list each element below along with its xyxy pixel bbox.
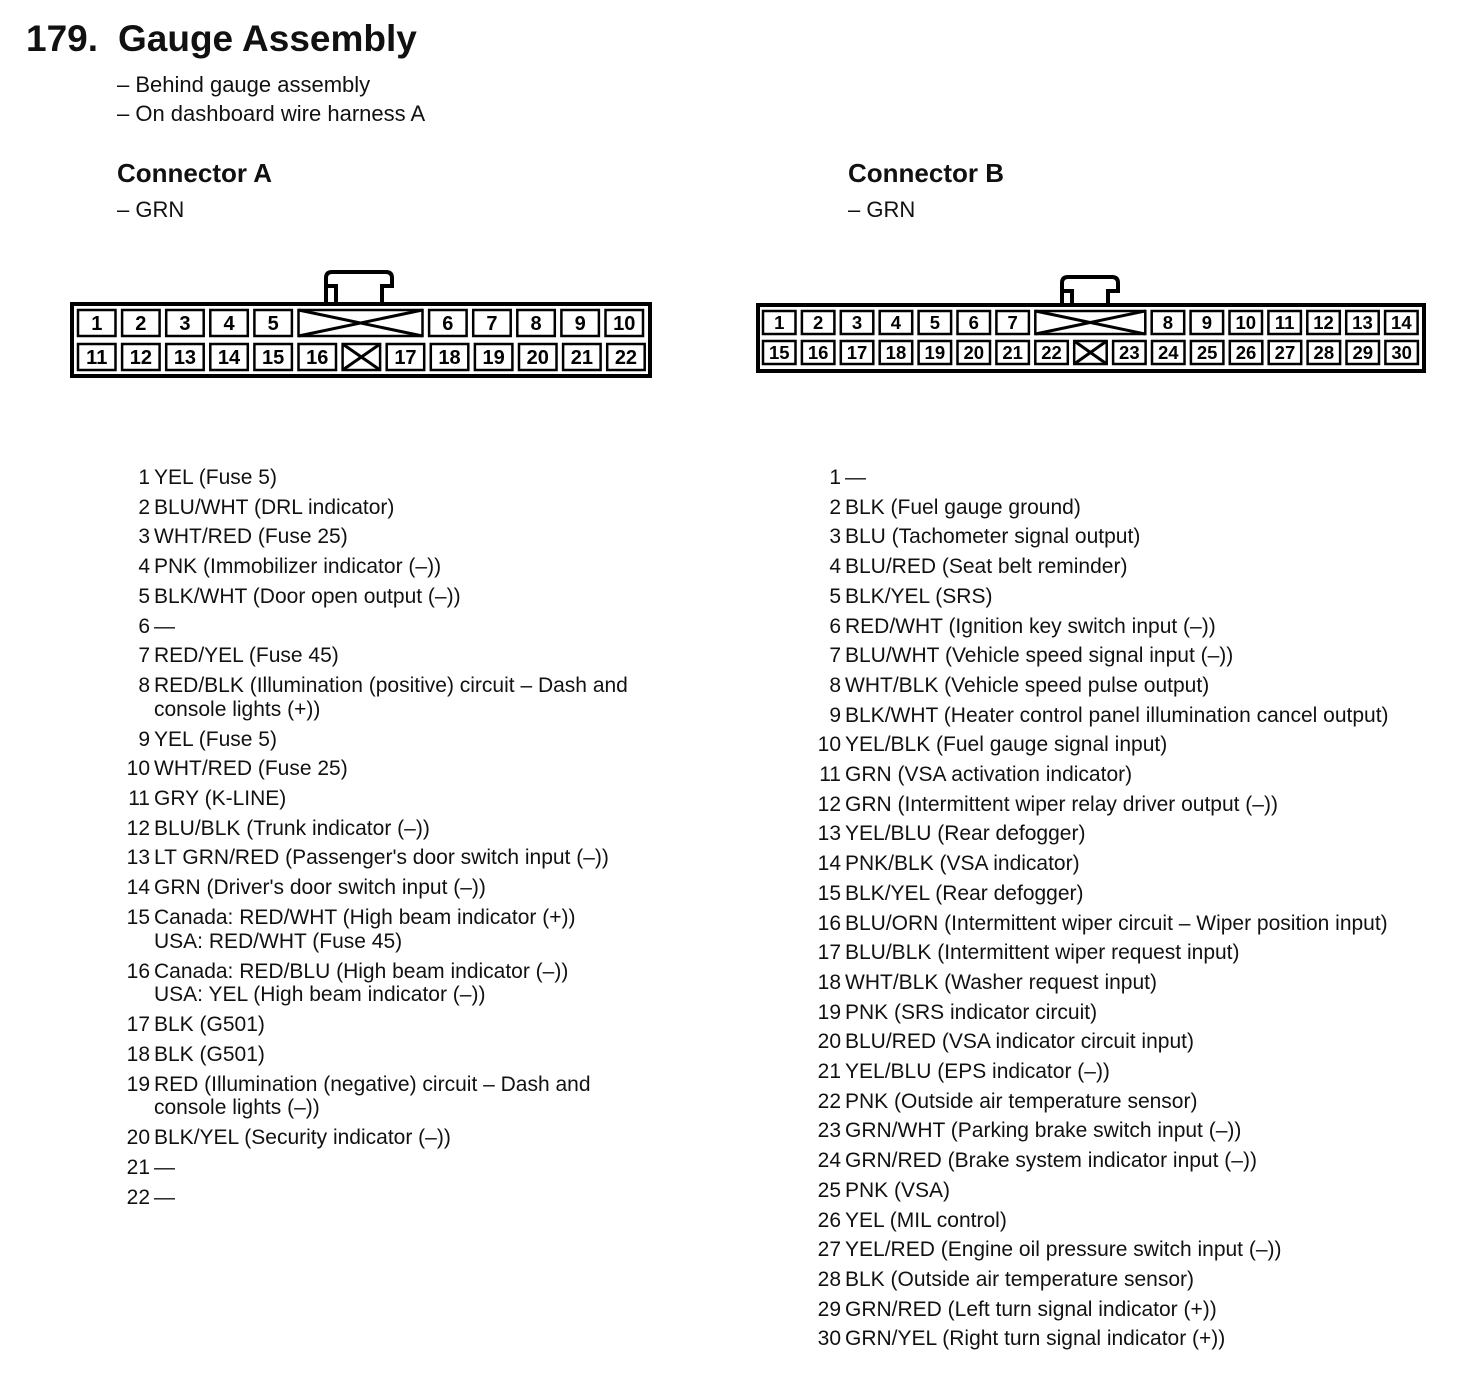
- pin-description: [845, 1057, 1389, 1087]
- pin-number: 2: [138, 495, 150, 519]
- pin-description: [154, 725, 628, 755]
- connector-a-pin-7: [116, 641, 628, 671]
- pin-description: [845, 1176, 1389, 1206]
- pin-description-line: —: [845, 466, 866, 489]
- connector-b-pin-18: [807, 968, 1389, 998]
- pin-cavity-label: 15: [262, 347, 285, 370]
- pin-number: 18: [126, 1042, 150, 1066]
- pin-cavity-label: 15: [768, 342, 790, 364]
- connector-b-pin-20: [807, 1027, 1389, 1057]
- connector-b-pin-10: [807, 730, 1389, 760]
- pin-number: 12: [817, 792, 841, 816]
- pin-cavity-label: 26: [1235, 342, 1257, 364]
- pin-number: 1: [138, 466, 150, 489]
- pin-description: [845, 879, 1389, 909]
- pin-description: [154, 582, 628, 612]
- pin-cavity-label: 1: [774, 312, 785, 334]
- pin-cavity-label: 16: [807, 342, 829, 364]
- pin-cavity-label: 8: [1162, 312, 1174, 334]
- pin-cavity-label: 7: [486, 313, 498, 336]
- pin-description-line: WHT/BLK (Vehicle speed pulse output): [845, 673, 1210, 697]
- pin-description-line: BLK/WHT (Heater control panel illumination cancel output): [845, 703, 1389, 727]
- pin-number: 19: [817, 1000, 841, 1024]
- connector-a-pin-13: [116, 843, 628, 873]
- pin-cavity-label: 4: [890, 312, 902, 334]
- pin-cavity-label: 12: [129, 347, 152, 370]
- connector-b-pin-16: [807, 909, 1389, 939]
- pin-description-line: USA: RED/WHT (Fuse 45): [154, 929, 403, 953]
- pin-description-line: YEL (Fuse 5): [154, 727, 277, 751]
- pin-description-line: YEL/BLK (Fuel gauge signal input): [845, 733, 1168, 757]
- connector-b-pin-4: [807, 552, 1389, 582]
- pin-description-line: USA: YEL (High beam indicator (–)): [154, 983, 486, 1007]
- pin-number: 6: [138, 614, 150, 638]
- pin-description: [154, 843, 628, 873]
- pin-description-line: GRN/RED (Brake system indicator input (–)): [845, 1149, 1257, 1173]
- pin-cavity-label: 22: [1041, 342, 1062, 364]
- connector-b-pin-15: [807, 879, 1389, 909]
- pin-description-line: BLK/YEL (Rear defogger): [845, 881, 1084, 905]
- pin-description: [845, 909, 1389, 939]
- pin-description: [845, 522, 1389, 552]
- pin-description: [845, 1146, 1389, 1176]
- pin-cavity-label: 12: [1313, 312, 1334, 334]
- pin-description-line: GRN/RED (Left turn signal indicator (+)): [845, 1297, 1217, 1321]
- connector-b-pin-24: [807, 1146, 1389, 1176]
- pin-description: [154, 1123, 628, 1153]
- pin-cavity-label: 20: [963, 342, 985, 364]
- pin-cavity-label: 27: [1274, 342, 1296, 364]
- pin-cavity-label: 23: [1119, 342, 1140, 364]
- pin-description: [154, 903, 628, 954]
- pin-description: [845, 701, 1389, 731]
- pin-description: [845, 760, 1389, 790]
- pin-cavity-label: 2: [135, 313, 147, 336]
- pin-description-line: —: [154, 614, 175, 638]
- connector-a-pin-9: [116, 725, 628, 755]
- pin-description: [154, 754, 628, 784]
- pin-cavity-label: 10: [613, 313, 636, 336]
- connector-a-color: – GRN: [117, 197, 185, 222]
- pin-description: [154, 1153, 628, 1183]
- pin-cavity-label: 19: [482, 347, 505, 370]
- pin-description-line: BLK/YEL (SRS): [845, 584, 993, 608]
- pin-cavity-label: 1: [91, 313, 103, 336]
- pin-cavity-label: 22: [614, 347, 638, 370]
- pin-description-line: YEL/BLU (Rear defogger): [845, 822, 1086, 846]
- pin-description: [845, 1087, 1389, 1117]
- pin-description-line: LT GRN/RED (Passenger's door switch input (–)): [154, 846, 609, 870]
- pin-description: [154, 641, 628, 671]
- pin-cavity-label: 7: [1007, 312, 1018, 334]
- pin-description-line: BLK (Fuel gauge ground): [845, 495, 1081, 519]
- pin-description-line: BLU/WHT (DRL indicator): [154, 495, 395, 519]
- connector-b-color: – GRN: [848, 197, 916, 222]
- pin-number: 10: [817, 733, 841, 757]
- pin-number: 8: [138, 673, 150, 697]
- connector-b-pin-30: [807, 1324, 1389, 1354]
- pin-description-line: BLU/WHT (Vehicle speed signal input (–)): [845, 644, 1234, 668]
- pin-cavity-label: 9: [1201, 312, 1212, 334]
- pin-description: [154, 493, 628, 523]
- pin-cavity-label: 2: [813, 312, 824, 334]
- pin-description: [845, 998, 1389, 1028]
- pin-description: [845, 1295, 1389, 1325]
- pin-description: [154, 1040, 628, 1070]
- connector-a-pin-4: [116, 552, 628, 582]
- connector-b-pin-27: [807, 1235, 1389, 1265]
- pin-cavity-label: 29: [1352, 342, 1374, 364]
- pin-description-line: RED/WHT (Ignition key switch input (–)): [845, 614, 1216, 638]
- pin-description-line: console lights (–)): [154, 1096, 320, 1120]
- pin-number: 3: [829, 525, 841, 549]
- connector-a-pin-3: [116, 522, 628, 552]
- pin-description-line: Canada: RED/WHT (High beam indicator (+)): [154, 905, 576, 929]
- pin-number: 17: [817, 941, 841, 965]
- connector-b-pin-3: [807, 522, 1389, 552]
- pin-number: 22: [126, 1185, 150, 1209]
- pin-number: 17: [126, 1013, 150, 1037]
- pin-description: [154, 957, 628, 1008]
- pin-number: 25: [817, 1178, 841, 1202]
- pin-number: 4: [138, 555, 150, 579]
- connector-a-pin-10: [116, 754, 628, 784]
- connector-b-pin-25: [807, 1176, 1389, 1206]
- pin-description: [845, 612, 1389, 642]
- connector-b-pin-17: [807, 938, 1389, 968]
- pin-cavity-label: 5: [267, 313, 279, 336]
- connector-latch: [326, 272, 392, 304]
- connector-a-pin-19: [116, 1070, 628, 1121]
- pin-number: 24: [817, 1149, 841, 1173]
- pin-description-line: console lights (+)): [154, 697, 321, 721]
- pin-cavity-label: 13: [1352, 312, 1373, 334]
- pin-description-line: YEL (MIL control): [845, 1208, 1007, 1232]
- pin-description: [845, 1235, 1389, 1265]
- pin-description-line: BLK (G501): [154, 1013, 265, 1037]
- connector-b-pin-5: [807, 582, 1389, 612]
- pin-description-line: GRN (Driver's door switch input (–)): [154, 876, 486, 900]
- connector-b-pin-21: [807, 1057, 1389, 1087]
- pin-description-line: Canada: RED/BLU (High beam indicator (–)): [154, 959, 569, 983]
- pin-number: 20: [126, 1126, 150, 1150]
- connector-b-pin-6: [807, 612, 1389, 642]
- pin-description-line: BLU/ORN (Intermittent wiper circuit – Wiper position input): [845, 911, 1388, 935]
- pin-number: 21: [817, 1060, 841, 1084]
- pin-number: 18: [817, 970, 841, 994]
- pin-description: [154, 612, 628, 642]
- connector-b-pin-1: [807, 463, 1389, 493]
- connector-a-pin-16: [116, 957, 628, 1008]
- pin-description-line: GRN (VSA activation indicator): [845, 763, 1133, 787]
- pin-description: [154, 522, 628, 552]
- pin-number: 21: [126, 1156, 150, 1180]
- connector-a-pin-18: [116, 1040, 628, 1070]
- connector-b-pin-14: [807, 849, 1389, 879]
- pin-description: [154, 1070, 628, 1121]
- connector-a-diagram: [70, 270, 654, 382]
- pin-cavity-label: 24: [1157, 342, 1179, 364]
- pin-description-line: BLK/WHT (Door open output (–)): [154, 584, 461, 608]
- connector-latch: [1062, 277, 1118, 305]
- pin-cavity-label: 6: [442, 313, 454, 336]
- pin-number: 12: [126, 816, 150, 840]
- pin-number: 5: [829, 584, 841, 608]
- pin-description-line: BLK/YEL (Security indicator (–)): [154, 1126, 451, 1150]
- pin-number: 13: [126, 846, 150, 870]
- pin-description-line: GRY (K-LINE): [154, 787, 287, 811]
- pin-number: 22: [817, 1089, 841, 1113]
- pin-description-line: WHT/RED (Fuse 25): [154, 525, 348, 549]
- connector-b-pin-8: [807, 671, 1389, 701]
- connector-a-pin-21: [116, 1153, 628, 1183]
- pin-number: 5: [138, 584, 150, 608]
- pin-number: 6: [829, 614, 841, 638]
- pin-cavity-label: 14: [217, 347, 241, 370]
- pin-description-line: RED/BLK (Illumination (positive) circuit – Dash and: [154, 673, 628, 697]
- pin-description: [845, 582, 1389, 612]
- pin-number: 11: [819, 763, 841, 787]
- pin-number: 11: [128, 787, 150, 811]
- connector-a-title: Connector A: [117, 158, 273, 188]
- pin-description-line: WHT/BLK (Washer request input): [845, 970, 1157, 994]
- pin-cavity-label: 17: [846, 342, 868, 364]
- pin-description: [154, 814, 628, 844]
- pin-description: [154, 1183, 628, 1213]
- pin-description: [845, 938, 1389, 968]
- pin-cavity-label: 16: [306, 347, 329, 370]
- pin-description-line: PNK (Immobilizer indicator (–)): [154, 555, 442, 579]
- pin-description: [154, 873, 628, 903]
- connector-b-pin-12: [807, 790, 1389, 820]
- connector-b-title: Connector B: [848, 158, 1004, 188]
- connector-a-pin-6: [116, 612, 628, 642]
- pin-number: 8: [829, 673, 841, 697]
- pin-description-line: BLU/RED (Seat belt reminder): [845, 555, 1128, 579]
- connector-b-pin-29: [807, 1295, 1389, 1325]
- pin-description: [845, 1206, 1389, 1236]
- pin-description-line: —: [154, 1156, 175, 1180]
- pin-description-line: RED/YEL (Fuse 45): [154, 644, 339, 668]
- pin-description: [845, 1324, 1389, 1354]
- pin-description-line: GRN (Intermittent wiper relay driver output (–)): [845, 792, 1278, 816]
- pin-cavity-label: 3: [179, 313, 191, 336]
- pin-number: 3: [138, 525, 150, 549]
- pin-number: 9: [829, 703, 841, 727]
- pin-number: 10: [126, 757, 150, 781]
- pin-description: [154, 784, 628, 814]
- pin-cavity-label: 10: [1235, 312, 1257, 334]
- pin-number: 15: [817, 881, 841, 905]
- pin-description-line: PNK (SRS indicator circuit): [845, 1000, 1098, 1024]
- pin-description: [845, 641, 1389, 671]
- pin-number: 7: [829, 644, 841, 668]
- connector-b-pin-13: [807, 819, 1389, 849]
- pin-cavity-label: 19: [924, 342, 946, 364]
- pin-description: [845, 790, 1389, 820]
- pin-number: 7: [138, 644, 150, 668]
- connector-b-pin-19: [807, 998, 1389, 1028]
- connector-a-pin-20: [116, 1123, 628, 1153]
- pin-description-line: BLU/BLK (Trunk indicator (–)): [154, 816, 430, 840]
- pin-number: 15: [126, 905, 150, 929]
- pin-number: 13: [817, 822, 841, 846]
- location-line-1: – Behind gauge assembly: [117, 72, 371, 97]
- pin-description-line: YEL/RED (Engine oil pressure switch input (–)): [845, 1238, 1282, 1262]
- pin-description: [845, 1116, 1389, 1146]
- pin-description-line: —: [154, 1185, 175, 1209]
- pin-description-line: BLK (G501): [154, 1042, 265, 1066]
- connector-a-pin-22: [116, 1183, 628, 1213]
- pin-description: [845, 1027, 1389, 1057]
- pin-cavity-label: 30: [1391, 342, 1412, 364]
- pin-description-line: RED (Illumination (negative) circuit – Dash and: [154, 1072, 591, 1096]
- pin-description: [845, 1265, 1389, 1295]
- pin-number: 9: [138, 727, 150, 751]
- pin-description-line: GRN/YEL (Right turn signal indicator (+)): [845, 1327, 1226, 1351]
- pin-cavity-label: 25: [1196, 342, 1218, 364]
- connector-a-pin-12: [116, 814, 628, 844]
- pin-description-line: BLU/RED (VSA indicator circuit input): [845, 1030, 1194, 1054]
- pin-description: [154, 463, 628, 493]
- pin-number: 27: [817, 1238, 841, 1262]
- pin-number: 14: [817, 852, 841, 876]
- pin-number: 16: [817, 911, 841, 935]
- pin-cavity-label: 8: [530, 313, 542, 336]
- pin-description-line: PNK (VSA): [845, 1178, 951, 1202]
- pin-description: [845, 730, 1389, 760]
- pin-cavity-label: 11: [1274, 312, 1295, 334]
- connector-b-pin-23: [807, 1116, 1389, 1146]
- pin-description-line: GRN/WHT (Parking brake switch input (–)): [845, 1119, 1242, 1143]
- pin-description: [154, 552, 628, 582]
- pin-cavity-label: 21: [570, 347, 593, 370]
- section-title: Gauge Assembly: [118, 18, 417, 59]
- connector-a-pin-5: [116, 582, 628, 612]
- pin-description: [154, 1010, 628, 1040]
- page-title: [26, 18, 417, 60]
- pin-number: 2: [829, 495, 841, 519]
- pin-description-line: YEL (Fuse 5): [154, 466, 277, 489]
- pin-number: 23: [817, 1119, 841, 1143]
- pin-cavity-label: 5: [929, 312, 940, 334]
- pin-number: 4: [829, 555, 841, 579]
- pin-cavity-label: 11: [86, 347, 108, 370]
- pin-cavity-label: 18: [885, 342, 907, 364]
- location-line-2: – On dashboard wire harness A: [117, 101, 426, 126]
- connector-b-diagram: [756, 275, 1428, 375]
- pin-cavity-label: 20: [526, 347, 549, 370]
- pin-description: [845, 463, 1389, 493]
- pin-cavity-label: 9: [574, 313, 586, 336]
- pin-description-line: BLU/BLK (Intermittent wiper request input): [845, 941, 1240, 965]
- pin-cavity-label: 13: [173, 347, 197, 370]
- pin-cavity-label: 18: [438, 347, 461, 370]
- connector-b-pin-22: [807, 1087, 1389, 1117]
- pin-number: 16: [126, 959, 150, 983]
- connector-b-pin-list: [807, 463, 1389, 1354]
- pin-cavity-label: 6: [968, 312, 979, 334]
- pin-cavity-label: 21: [1002, 342, 1023, 364]
- pin-description-line: PNK/BLK (VSA indicator): [845, 852, 1080, 876]
- pin-description: [845, 552, 1389, 582]
- pin-description: [845, 819, 1389, 849]
- pin-number: 29: [817, 1297, 841, 1321]
- pin-description-line: WHT/RED (Fuse 25): [154, 757, 348, 781]
- pin-description-line: BLU (Tachometer signal output): [845, 525, 1141, 549]
- section-number: 179.: [26, 18, 99, 59]
- pin-number: 28: [817, 1267, 841, 1291]
- connector-b-pin-9: [807, 701, 1389, 731]
- connector-b-pin-28: [807, 1265, 1389, 1295]
- pin-number: 19: [126, 1072, 150, 1096]
- pin-description-line: YEL/BLU (EPS indicator (–)): [845, 1060, 1110, 1084]
- pin-number: 14: [126, 876, 150, 900]
- pin-description: [845, 968, 1389, 998]
- pin-description: [845, 671, 1389, 701]
- pin-number: 30: [817, 1327, 841, 1351]
- pin-description-line: BLK (Outside air temperature sensor): [845, 1267, 1194, 1291]
- pin-cavity-label: 4: [223, 313, 235, 336]
- pin-description: [845, 849, 1389, 879]
- pin-number: 1: [829, 466, 841, 489]
- pin-number: 26: [817, 1208, 841, 1232]
- connector-a-pin-list: [116, 463, 628, 1212]
- connector-a-pin-15: [116, 903, 628, 954]
- connector-a-pin-2: [116, 493, 628, 523]
- connector-b-pin-26: [807, 1206, 1389, 1236]
- pin-number: 20: [817, 1030, 841, 1054]
- pin-cavity-label: 28: [1313, 342, 1335, 364]
- pin-cavity-label: 3: [851, 312, 863, 334]
- pin-description-line: PNK (Outside air temperature sensor): [845, 1089, 1198, 1113]
- connector-b-pin-7: [807, 641, 1389, 671]
- pin-description: [845, 493, 1389, 523]
- connector-b-pin-11: [807, 760, 1389, 790]
- connector-a-pin-14: [116, 873, 628, 903]
- pin-cavity-label: 14: [1391, 312, 1412, 334]
- connector-b-pin-2: [807, 493, 1389, 523]
- connector-a-pin-1: [116, 463, 628, 493]
- pin-cavity-label: 17: [394, 347, 417, 370]
- connector-a-pin-17: [116, 1010, 628, 1040]
- connector-a-pin-8: [116, 671, 628, 722]
- pin-description: [154, 671, 628, 722]
- connector-a-pin-11: [116, 784, 628, 814]
